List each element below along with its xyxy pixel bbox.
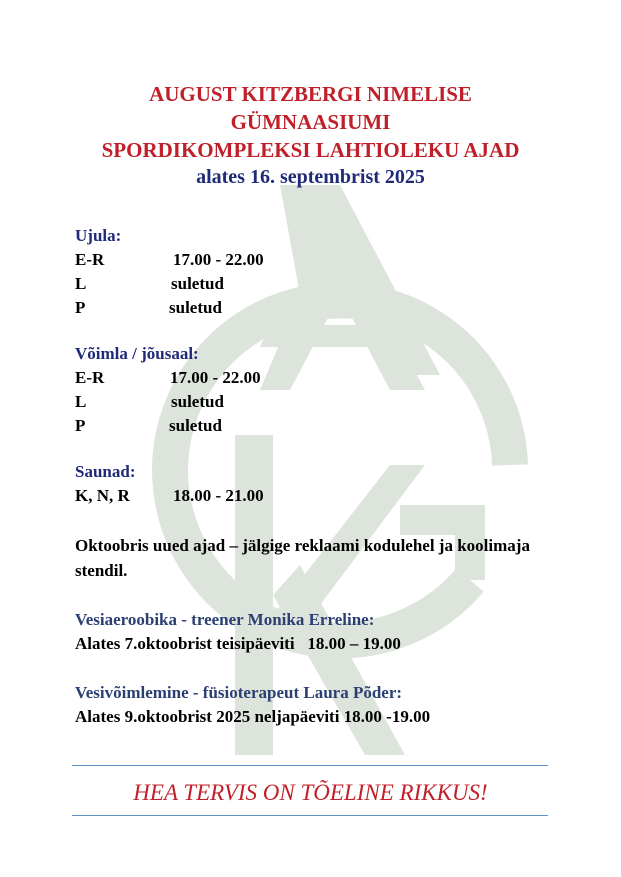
divider-top xyxy=(72,765,548,766)
activity-aerobics xyxy=(75,608,575,656)
row-day: E-R xyxy=(75,250,105,269)
title-line-1: AUGUST KITZBERGI NIMELISE xyxy=(149,82,472,106)
section-sauna xyxy=(75,460,575,508)
row-time: 17.00 - 22.00 xyxy=(173,250,264,269)
row-day: L xyxy=(75,274,87,293)
section-heading: Ujula: xyxy=(75,226,122,245)
activity-schedule: Alates 9.oktoobrist 2025 neljapäeviti 18.00 -19.00 xyxy=(75,707,431,726)
row-day: K, N, R xyxy=(75,486,130,505)
row-day: E-R xyxy=(75,368,105,387)
schedule-row xyxy=(75,296,575,320)
schedule-row xyxy=(75,414,575,438)
title-line-3: SPORDIKOMPLEKSI LAHTIOLEKU AJAD xyxy=(101,138,520,162)
row-time: suletud xyxy=(169,416,222,435)
row-day: P xyxy=(75,416,86,435)
section-gym xyxy=(75,342,575,438)
activity-water-gymnastics xyxy=(75,681,575,729)
notice-text: Oktoobris uued ajad – jälgige reklaami kodulehel ja koolimaja stendil. xyxy=(75,536,530,580)
row-time: suletud xyxy=(171,392,224,411)
title-line-2: GÜMNAASIUMI xyxy=(230,110,391,134)
row-day: L xyxy=(75,392,87,411)
slogan: HEA TERVIS ON TÕELINE RIKKUS! xyxy=(133,780,488,805)
header xyxy=(0,80,621,190)
row-time: 18.00 - 21.00 xyxy=(173,486,264,505)
divider-bottom xyxy=(72,815,548,816)
schedule-row xyxy=(75,390,575,414)
row-time: 17.00 - 22.00 xyxy=(170,368,261,387)
schedule-content xyxy=(75,224,575,729)
schedule-row xyxy=(75,366,575,390)
row-day: P xyxy=(75,298,86,317)
section-pool xyxy=(75,224,575,320)
activity-heading: Vesivõimlemine - füsioterapeut Laura Põder: xyxy=(75,683,403,702)
subtitle-date: alates 16. septembrist 2025 xyxy=(196,166,425,188)
schedule-row xyxy=(75,248,575,272)
schedule-row xyxy=(75,272,575,296)
row-time: suletud xyxy=(171,274,224,293)
row-time: suletud xyxy=(169,298,222,317)
activity-heading: Vesiaeroobika - treener Monika Erreline: xyxy=(75,610,375,629)
section-heading: Saunad: xyxy=(75,462,136,481)
activity-schedule: Alates 7.oktoobrist teisipäeviti 18.00 – 19.00 xyxy=(75,634,401,653)
section-heading: Võimla / jõusaal: xyxy=(75,344,199,363)
schedule-row xyxy=(75,484,575,508)
